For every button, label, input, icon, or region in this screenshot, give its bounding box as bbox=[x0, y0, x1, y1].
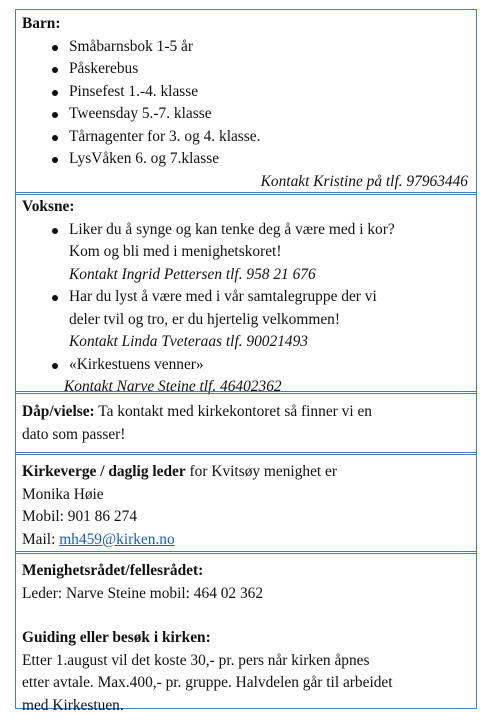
spacer bbox=[22, 605, 470, 627]
kirkeverge-line bbox=[22, 461, 470, 484]
barn-list bbox=[22, 36, 470, 171]
kirkeverge-heading: Kirkeverge / daglig leder bbox=[22, 463, 186, 480]
guiding-text: Etter 1.august vil det koste 30,- pr. pers når kirken åpnes bbox=[22, 651, 370, 669]
list-item-text: Tweensday 5.-7. klasse bbox=[69, 105, 212, 122]
list-item-text: Påskerebus bbox=[69, 60, 139, 77]
divider bbox=[16, 391, 476, 394]
barn-section bbox=[16, 13, 476, 193]
kirkeverge-mobil: Mobil: 901 86 274 bbox=[22, 508, 138, 525]
list-item bbox=[22, 103, 470, 126]
bullet-icon bbox=[52, 45, 58, 51]
daap-text-2: dato som passer! bbox=[22, 425, 126, 443]
daap-text: Ta kontakt med kirkekontoret så finner vi en bbox=[94, 403, 372, 420]
voksne-list bbox=[22, 219, 470, 377]
list-item bbox=[22, 354, 470, 377]
list-item bbox=[22, 81, 470, 104]
list-item bbox=[22, 36, 470, 59]
bullet-icon bbox=[52, 112, 58, 118]
bullet-icon bbox=[52, 363, 58, 369]
guiding-text: med Kirkestuen. bbox=[22, 696, 124, 714]
kirkeverge-section bbox=[16, 461, 476, 551]
daap-heading: Dåp/vielse: bbox=[22, 403, 95, 420]
bullet-icon bbox=[52, 157, 58, 163]
menighetsraadet-leder: Leder: Narve Steine mobil: 464 02 362 bbox=[22, 584, 264, 602]
list-item-text: Har du lyst å være med i vår samtalegruppe der vi bbox=[69, 288, 377, 305]
list-item-text: Tårnagenter for 3. og 4. klasse. bbox=[69, 127, 261, 145]
daap-section bbox=[16, 401, 476, 446]
guiding-heading: Guiding eller besøk i kirken: bbox=[22, 629, 211, 646]
kirkeverge-name: Monika Høie bbox=[22, 485, 104, 503]
list-item-text: Småbarnsbok 1-5 år bbox=[69, 37, 193, 55]
list-item-text: Liker du å synge og kan tenke deg å være med i kor? bbox=[69, 220, 395, 238]
barn-contact: Kontakt Kristine på tlf. 97963446 bbox=[260, 172, 468, 190]
list-item bbox=[22, 58, 470, 81]
kirkeverge-mail-line bbox=[22, 529, 470, 552]
divider bbox=[16, 551, 476, 554]
bullet-icon bbox=[52, 67, 58, 73]
voksne-heading: Voksne: bbox=[22, 198, 75, 215]
guiding-text: etter avtale. Max.400,- pr. gruppe. Halvdelen går til arbeidet bbox=[22, 674, 393, 691]
bullet-icon bbox=[52, 135, 58, 141]
list-item bbox=[22, 148, 470, 171]
list-item-text: LysVåken 6. og 7.klasse bbox=[69, 150, 220, 167]
info-table bbox=[15, 9, 477, 714]
list-item bbox=[22, 126, 470, 149]
bullet-icon bbox=[52, 90, 58, 96]
list-item bbox=[22, 286, 470, 354]
email-link[interactable]: mh459@kirken.no bbox=[59, 530, 175, 548]
menighetsraadet-heading: Menighetsrådet/fellesrådet: bbox=[22, 562, 204, 579]
kirkeverge-text: for Kvitsøy menighet er bbox=[185, 463, 338, 480]
divider bbox=[16, 192, 476, 195]
contact-text: Kontakt Ingrid Pettersen tlf. 958 21 676 bbox=[69, 265, 316, 283]
daap-line bbox=[22, 401, 470, 424]
divider bbox=[16, 452, 476, 455]
menighetsraadet-section bbox=[16, 560, 476, 717]
barn-heading: Barn: bbox=[22, 15, 61, 32]
list-item-text: «Kirkestuens venner» bbox=[69, 355, 204, 373]
voksne-contact: Kontakt Narve Steine tlf. 46402362 bbox=[64, 378, 282, 395]
contact-text: Kontakt Linda Tveteraas tlf. 90021493 bbox=[69, 333, 308, 350]
list-item bbox=[22, 219, 470, 287]
list-item-text: Pinsefest 1.-4. klasse bbox=[69, 82, 199, 100]
mail-label: Mail: bbox=[22, 530, 60, 548]
bullet-icon bbox=[52, 228, 58, 234]
list-item-text: deler tvil og tro, er du hjertelig velkommen! bbox=[69, 310, 340, 328]
list-item-text: Kom og bli med i menighetskoret! bbox=[69, 243, 282, 260]
bullet-icon bbox=[52, 295, 58, 301]
voksne-section bbox=[16, 196, 476, 399]
